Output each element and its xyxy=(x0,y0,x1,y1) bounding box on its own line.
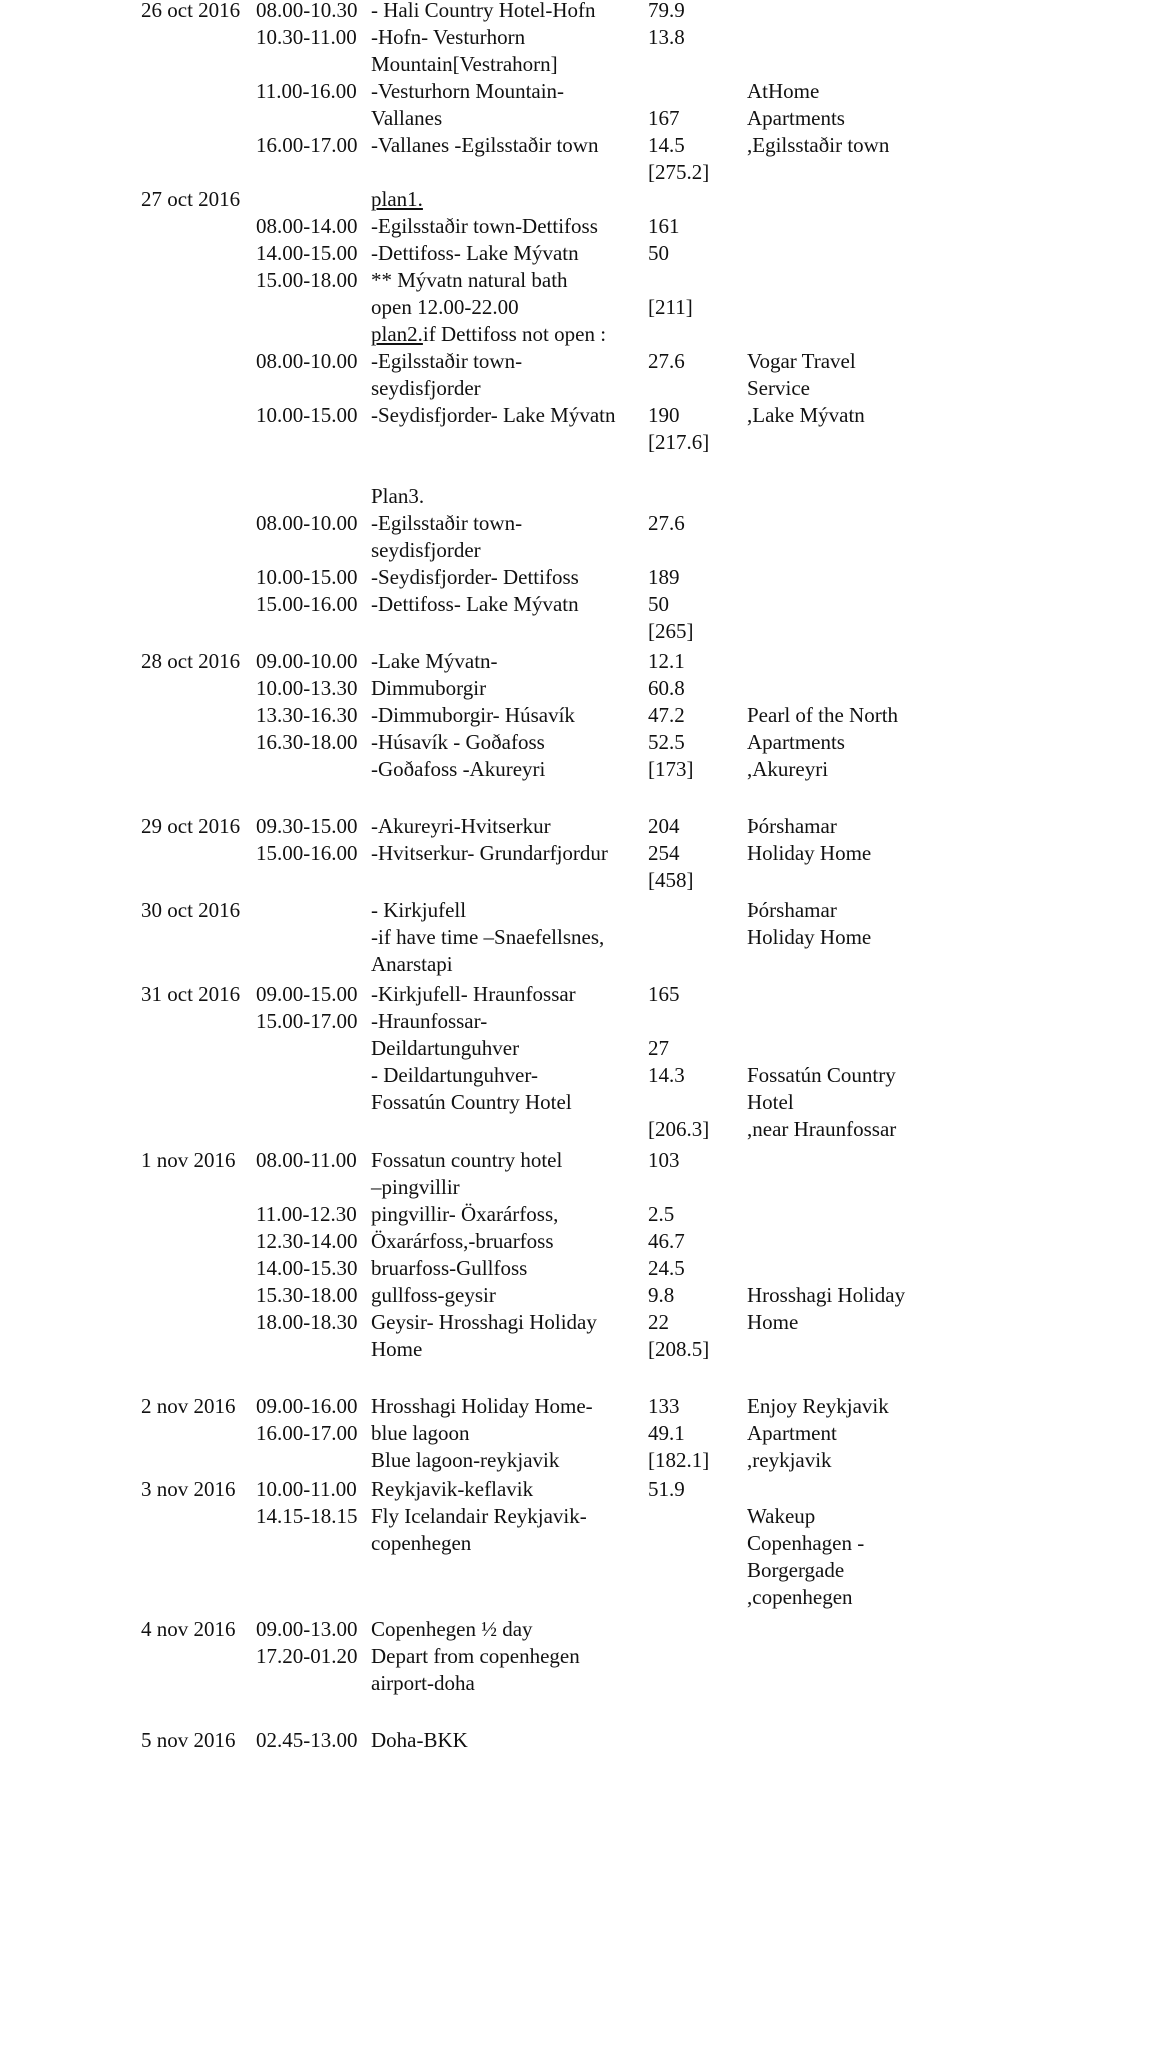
row-desc: -Egilsstaðir town-Dettifoss xyxy=(371,214,598,238)
row-km: 14.5 xyxy=(648,133,685,157)
row-km: 46.7 xyxy=(648,1229,685,1253)
row-desc: -Dimmuborgir- Húsavík xyxy=(371,703,575,727)
row-acc: ,reykjavik xyxy=(747,1448,832,1472)
itinerary-row xyxy=(0,675,1152,702)
row-time: 14.00-15.30 xyxy=(256,1256,358,1280)
row-km: 12.1 xyxy=(648,649,685,673)
row-desc: Anarstapi xyxy=(371,952,453,976)
row-desc: - Hali Country Hotel-Hofn xyxy=(371,0,596,22)
itinerary-row xyxy=(0,729,1152,756)
row-km: [182.1] xyxy=(648,1448,710,1472)
row-date: 31 oct 2016 xyxy=(141,982,241,1006)
row-km: [217.6] xyxy=(648,430,710,454)
itinerary-row xyxy=(0,1228,1152,1255)
itinerary-row xyxy=(0,1643,1152,1670)
row-date: 28 oct 2016 xyxy=(141,649,241,673)
itinerary-row xyxy=(0,213,1152,240)
row-km: [173] xyxy=(648,757,694,781)
row-acc: Apartment xyxy=(747,1421,837,1445)
row-desc: plan2.if Dettifoss not open : xyxy=(371,322,607,346)
itinerary-row xyxy=(0,429,1152,456)
row-desc: -Egilsstaðir town- xyxy=(371,511,523,535)
row-km: 49.1 xyxy=(648,1421,685,1445)
row-desc: Fossatun country hotel xyxy=(371,1148,563,1172)
itinerary-row xyxy=(0,1035,1152,1062)
row-time: 10.00-15.00 xyxy=(256,403,358,427)
row-date: 5 nov 2016 xyxy=(141,1728,236,1752)
row-date: 3 nov 2016 xyxy=(141,1477,236,1501)
itinerary-row xyxy=(0,1309,1152,1336)
row-km: 103 xyxy=(648,1148,680,1172)
row-km: [211] xyxy=(648,295,693,319)
itinerary-row xyxy=(0,267,1152,294)
row-acc: Pearl of the North xyxy=(747,703,899,727)
itinerary-row xyxy=(0,1062,1152,1089)
row-km: 13.8 xyxy=(648,25,685,49)
itinerary-row xyxy=(0,564,1152,591)
itinerary-row xyxy=(0,105,1152,132)
itinerary-row xyxy=(0,1282,1152,1309)
row-time: 18.00-18.30 xyxy=(256,1310,358,1334)
row-time: 10.30-11.00 xyxy=(256,25,357,49)
itinerary-row xyxy=(0,159,1152,186)
itinerary-row xyxy=(0,1420,1152,1447)
row-time: 14.00-15.00 xyxy=(256,241,358,265)
row-time: 14.15-18.15 xyxy=(256,1504,358,1528)
row-km: 254 xyxy=(648,841,680,865)
row-time: 17.20-01.20 xyxy=(256,1644,358,1668)
row-desc: -Hofn- Vesturhorn xyxy=(371,25,526,49)
row-time: 09.30-15.00 xyxy=(256,814,358,838)
row-desc: seydisfjorder xyxy=(371,376,481,400)
row-acc: Apartments xyxy=(747,730,845,754)
row-date: 2 nov 2016 xyxy=(141,1394,236,1418)
row-desc: Dimmuborgir xyxy=(371,676,487,700)
plan-heading: plan2. xyxy=(371,322,423,346)
row-desc: -Húsavík - Goðafoss xyxy=(371,730,545,754)
row-desc: -Hvitserkur- Grundarfjordur xyxy=(371,841,608,865)
row-km: 204 xyxy=(648,814,680,838)
row-km: 14.3 xyxy=(648,1063,685,1087)
row-desc: blue lagoon xyxy=(371,1421,470,1445)
row-km: 133 xyxy=(648,1394,680,1418)
row-desc: Copenhegen ½ day xyxy=(371,1617,533,1641)
row-time: 09.00-13.00 xyxy=(256,1617,358,1641)
itinerary-row xyxy=(0,240,1152,267)
row-time: 10.00-13.30 xyxy=(256,676,358,700)
row-time: 12.30-14.00 xyxy=(256,1229,358,1253)
row-acc: Hotel xyxy=(747,1090,794,1114)
row-desc: -Akureyri-Hvitserkur xyxy=(371,814,551,838)
row-date: 29 oct 2016 xyxy=(141,814,241,838)
itinerary-row xyxy=(0,813,1152,840)
row-desc: -Lake Mývatn- xyxy=(371,649,498,673)
row-desc: Plan3. xyxy=(371,484,425,508)
itinerary-row xyxy=(0,510,1152,537)
itinerary-row xyxy=(0,840,1152,867)
row-desc: -if have time –Snaefellsnes, xyxy=(371,925,605,949)
itinerary-row xyxy=(0,1116,1152,1143)
itinerary-row xyxy=(0,132,1152,159)
itinerary-row xyxy=(0,897,1152,924)
row-km: 52.5 xyxy=(648,730,685,754)
row-desc: Doha-BKK xyxy=(371,1728,468,1752)
row-time: 16.00-17.00 xyxy=(256,133,358,157)
itinerary-row xyxy=(0,1147,1152,1174)
row-acc: AtHome xyxy=(747,79,820,103)
row-desc: ** Mývatn natural bath xyxy=(371,268,568,292)
itinerary-row xyxy=(0,402,1152,429)
itinerary-row xyxy=(0,618,1152,645)
row-date: 30 oct 2016 xyxy=(141,898,241,922)
row-desc: Fly Icelandair Reykjavik- xyxy=(371,1504,587,1528)
row-time: 13.30-16.30 xyxy=(256,703,358,727)
row-km: 189 xyxy=(648,565,680,589)
row-acc: Vogar Travel xyxy=(747,349,856,373)
row-time: 15.00-16.00 xyxy=(256,592,358,616)
row-acc: ,Egilsstaðir town xyxy=(747,133,890,157)
itinerary-row xyxy=(0,1008,1152,1035)
row-km: 27.6 xyxy=(648,511,685,535)
row-acc: ,copenhegen xyxy=(747,1585,853,1609)
row-desc: copenhegen xyxy=(371,1531,472,1555)
itinerary-row xyxy=(0,537,1152,564)
row-km: 24.5 xyxy=(648,1256,685,1280)
itinerary-row xyxy=(0,24,1152,51)
itinerary-row xyxy=(0,702,1152,729)
itinerary-row xyxy=(0,591,1152,618)
itinerary-row xyxy=(0,1503,1152,1530)
row-time: 09.00-16.00 xyxy=(256,1394,358,1418)
row-acc: Apartments xyxy=(747,106,845,130)
row-time: 11.00-12.30 xyxy=(256,1202,357,1226)
row-time: 08.00-11.00 xyxy=(256,1148,357,1172)
row-desc: Blue lagoon-reykjavik xyxy=(371,1448,560,1472)
row-desc: pingvillir- Öxarárfoss, xyxy=(371,1202,559,1226)
row-time: 08.00-10.00 xyxy=(256,511,358,535)
row-desc: Vallanes xyxy=(371,106,443,130)
itinerary-row xyxy=(0,1616,1152,1643)
row-time: 09.00-15.00 xyxy=(256,982,358,1006)
itinerary-row xyxy=(0,186,1152,213)
row-km: 27.6 xyxy=(648,349,685,373)
itinerary-row xyxy=(0,951,1152,978)
row-desc: Mountain[Vestrahorn] xyxy=(371,52,558,76)
row-acc: Holiday Home xyxy=(747,925,872,949)
row-acc: Holiday Home xyxy=(747,841,872,865)
row-desc: airport-doha xyxy=(371,1671,475,1695)
row-desc: Fossatún Country Hotel xyxy=(371,1090,572,1114)
row-acc: Enjoy Reykjavik xyxy=(747,1394,889,1418)
row-desc: -Seydisfjorder- Lake Mývatn xyxy=(371,403,616,427)
row-desc: Hrosshagi Holiday Home- xyxy=(371,1394,593,1418)
row-km: 51.9 xyxy=(648,1477,685,1501)
itinerary-row xyxy=(0,648,1152,675)
row-desc: -Goðafoss -Akureyri xyxy=(371,757,546,781)
row-acc: Fossatún Country xyxy=(747,1063,896,1087)
itinerary-row xyxy=(0,1336,1152,1363)
row-desc: Deildartunguhver xyxy=(371,1036,520,1060)
itinerary-row xyxy=(0,1670,1152,1697)
row-desc: -Vallanes -Egilsstaðir town xyxy=(371,133,599,157)
row-desc: -Dettifoss- Lake Mývatn xyxy=(371,241,579,265)
row-acc: Home xyxy=(747,1310,799,1334)
row-time: 11.00-16.00 xyxy=(256,79,357,103)
row-time: 15.00-16.00 xyxy=(256,841,358,865)
row-km: 50 xyxy=(648,241,669,265)
itinerary-row xyxy=(0,1393,1152,1420)
row-time: 15.00-18.00 xyxy=(256,268,358,292)
itinerary-row xyxy=(0,1255,1152,1282)
row-desc: gullfoss-geysir xyxy=(371,1283,496,1307)
row-date: 1 nov 2016 xyxy=(141,1148,236,1172)
itinerary-row xyxy=(0,321,1152,348)
row-acc: Hrosshagi Holiday xyxy=(747,1283,906,1307)
row-km: 79.9 xyxy=(648,0,685,22)
row-desc: -Vesturhorn Mountain- xyxy=(371,79,565,103)
row-desc: bruarfoss-Gullfoss xyxy=(371,1256,528,1280)
itinerary-row xyxy=(0,1174,1152,1201)
itinerary-row xyxy=(0,78,1152,105)
row-time: 10.00-15.00 xyxy=(256,565,358,589)
row-desc: - Kirkjufell xyxy=(371,898,467,922)
row-desc: seydisfjorder xyxy=(371,538,481,562)
row-desc: -Egilsstaðir town- xyxy=(371,349,523,373)
row-desc: -Dettifoss- Lake Mývatn xyxy=(371,592,579,616)
row-km: [208.5] xyxy=(648,1337,710,1361)
row-km: [275.2] xyxy=(648,160,710,184)
row-desc: Depart from copenhegen xyxy=(371,1644,580,1668)
itinerary-row xyxy=(0,1727,1152,1754)
row-desc: Öxarárfoss,-bruarfoss xyxy=(371,1229,554,1253)
row-desc: -Kirkjufell- Hraunfossar xyxy=(371,982,576,1006)
row-desc: open 12.00-22.00 xyxy=(371,295,519,319)
itinerary-row xyxy=(0,1530,1152,1557)
row-date: 4 nov 2016 xyxy=(141,1617,236,1641)
row-km: 161 xyxy=(648,214,680,238)
row-desc: plan1. xyxy=(371,187,423,211)
row-km: 27 xyxy=(648,1036,669,1060)
row-acc: ,Akureyri xyxy=(747,757,829,781)
itinerary-row xyxy=(0,483,1152,510)
row-acc: ,near Hraunfossar xyxy=(747,1117,897,1141)
row-desc: -Hraunfossar- xyxy=(371,1009,488,1033)
row-time: 08.00-10.00 xyxy=(256,349,358,373)
row-km: [206.3] xyxy=(648,1117,710,1141)
row-desc: - Deildartunguhver- xyxy=(371,1063,538,1087)
itinerary-row xyxy=(0,1089,1152,1116)
row-desc: Geysir- Hrosshagi Holiday xyxy=(371,1310,597,1334)
itinerary-row xyxy=(0,756,1152,783)
row-time: 15.00-17.00 xyxy=(256,1009,358,1033)
row-time: 08.00-14.00 xyxy=(256,214,358,238)
row-time: 16.30-18.00 xyxy=(256,730,358,754)
row-km: 47.2 xyxy=(648,703,685,727)
row-time: 09.00-10.00 xyxy=(256,649,358,673)
itinerary-row xyxy=(0,867,1152,894)
row-desc: Home xyxy=(371,1337,423,1361)
row-time: 10.00-11.00 xyxy=(256,1477,357,1501)
itinerary-row xyxy=(0,1201,1152,1228)
row-km: [265] xyxy=(648,619,694,643)
row-acc: Borgergade xyxy=(747,1558,845,1582)
itinerary-row xyxy=(0,375,1152,402)
row-desc: –pingvillir xyxy=(371,1175,460,1199)
row-time: 15.30-18.00 xyxy=(256,1283,358,1307)
itinerary-row xyxy=(0,0,1152,24)
row-km: 167 xyxy=(648,106,680,130)
row-acc: Þórshamar xyxy=(747,898,837,922)
row-acc: Wakeup xyxy=(747,1504,816,1528)
row-desc: -Seydisfjorder- Dettifoss xyxy=(371,565,579,589)
itinerary-row xyxy=(0,51,1152,78)
row-km: 190 xyxy=(648,403,680,427)
row-km: 60.8 xyxy=(648,676,685,700)
row-acc: Service xyxy=(747,376,810,400)
row-km: [458] xyxy=(648,868,694,892)
itinerary-row xyxy=(0,1447,1152,1474)
row-acc: ,Lake Mývatn xyxy=(747,403,865,427)
row-date: 26 oct 2016 xyxy=(141,0,241,22)
row-acc: Copenhagen - xyxy=(747,1531,865,1555)
itinerary-row xyxy=(0,1476,1152,1503)
row-km: 9.8 xyxy=(648,1283,675,1307)
itinerary-row xyxy=(0,348,1152,375)
row-acc: Þórshamar xyxy=(747,814,837,838)
row-time: 16.00-17.00 xyxy=(256,1421,358,1445)
row-time: 08.00-10.30 xyxy=(256,0,358,22)
row-km: 165 xyxy=(648,982,680,1006)
row-km: 50 xyxy=(648,592,669,616)
itinerary-row xyxy=(0,294,1152,321)
row-km: 22 xyxy=(648,1310,669,1334)
itinerary-row xyxy=(0,1557,1152,1584)
row-km: 2.5 xyxy=(648,1202,675,1226)
itinerary-row xyxy=(0,1584,1152,1611)
itinerary-row xyxy=(0,981,1152,1008)
row-desc: Reykjavik-keflavik xyxy=(371,1477,534,1501)
row-date: 27 oct 2016 xyxy=(141,187,241,211)
row-time: 02.45-13.00 xyxy=(256,1728,358,1752)
itinerary-row xyxy=(0,924,1152,951)
